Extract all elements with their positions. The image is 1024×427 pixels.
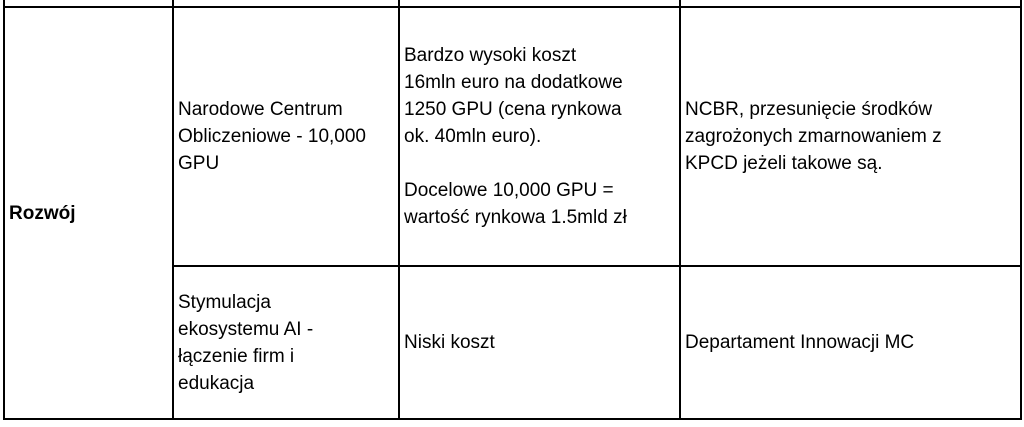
funding-text: Departament Innowacji MC (685, 332, 915, 353)
initiative-line: Obliczeniowe - 10,000 (178, 126, 366, 147)
funding-line: zagrożonych zmarnowaniem z (685, 126, 942, 147)
previous-row-stub (4, 0, 1021, 7)
cost-line: Bardzo wysoki koszt (404, 45, 577, 66)
cost-cell (399, 266, 680, 419)
cost-paragraph (404, 42, 675, 150)
cost-line: Docelowe 10,000 GPU = (404, 180, 614, 201)
initiative-cell (173, 266, 399, 419)
initiative-line: GPU (178, 153, 220, 174)
cost-text: Niski koszt (404, 332, 495, 353)
cost-paragraph (404, 177, 675, 231)
initiative-line: Stymulacja (178, 291, 271, 313)
cost-cell (399, 7, 680, 266)
funding-line: KPCD jeżeli takowe są. (685, 153, 883, 174)
initiative-line: Narodowe Centrum (178, 99, 343, 120)
funding-cell (680, 7, 1021, 266)
initiative-line: łączenie firm i (178, 345, 295, 367)
policy-table (3, 0, 1022, 420)
section-label: Rozwój (9, 202, 76, 224)
cost-line: 1250 GPU (cena rynkowa (404, 99, 622, 120)
cost-line: wartość rynkowa 1.5mld zł (404, 207, 627, 228)
cost-line: 16mln euro na dodatkowe (404, 72, 623, 93)
section-label-cell (4, 7, 173, 419)
table-row (4, 7, 1021, 266)
initiative-line: ekosystemu AI - (178, 318, 314, 340)
funding-line: NCBR, przesunięcie środków (685, 99, 933, 120)
initiative-cell (173, 7, 399, 266)
funding-cell (680, 266, 1021, 419)
cost-line: ok. 40mln euro). (404, 126, 542, 147)
initiative-line: edukacja (178, 372, 255, 394)
